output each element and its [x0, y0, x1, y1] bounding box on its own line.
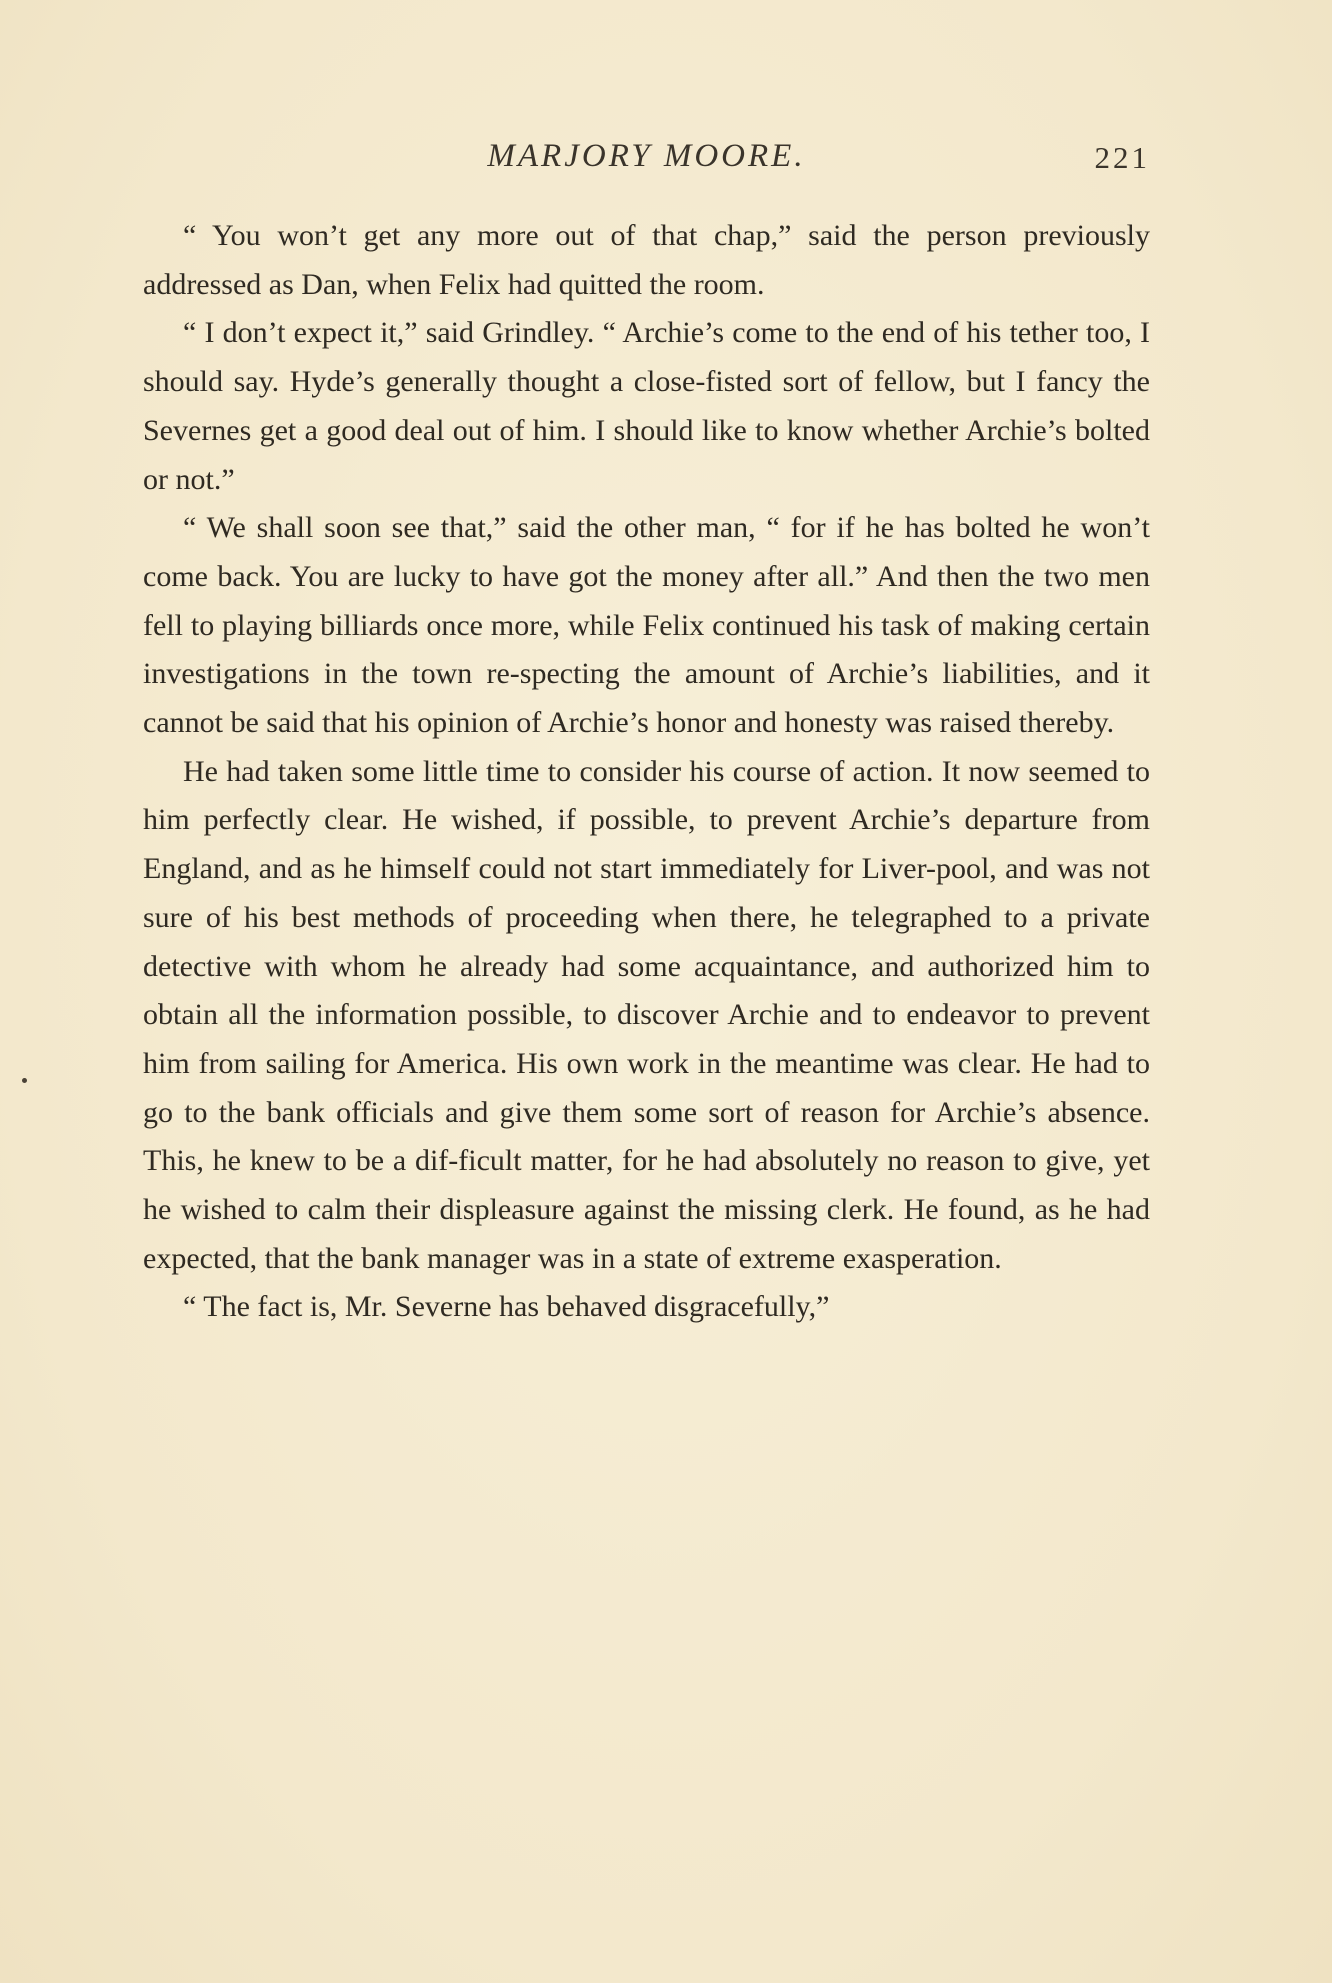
- body-text: [143, 212, 1150, 1332]
- paragraph: “ We shall soon see that,” said the other man, “ for if he has bolted he won’t come back. You are lucky to have got the money after all.” And then the two men fell to playing billiards once more, while Felix continued his task of making certain investigations in the town re-specting the amount of Archie’s liabilities, and it cannot be said that his opinion of Archie’s honor and honesty was raised thereby.: [143, 511, 1150, 740]
- paragraph: “ The fact is, Mr. Severne has behaved disgracefully,”: [183, 1290, 830, 1324]
- page-number: 221: [1094, 140, 1150, 175]
- running-head-title: MARJORY MOORE.: [487, 138, 806, 174]
- running-head: [143, 138, 1150, 188]
- paragraph: “ You won’t get any more out of that chap,” said the person previously addressed as Dan, when Felix had quitted the room.: [143, 219, 1150, 301]
- paragraph: He had taken some little time to consider his course of action. It now seemed to him perfectly clear. He wished, if possible, to prevent Archie’s departure from England, and as he himself could not start immediately for Liver-pool, and was not sure of his best methods of proceeding when there, he telegraphed to a private detective with whom he already had some acquaintance, and authorized him to obtain all the information possible, to discover Archie and to endeavor to prevent him from sailing for America. His own work in the meantime was clear. He had to go to the bank officials and give them some sort of reason for Archie’s absence. This, he knew to be a dif-ficult matter, for he had absolutely no reason to give, yet he wished to calm their displeasure against the missing clerk. He found, as he had expected, that the bank manager was in a state of extreme exasperation.: [143, 754, 1150, 1275]
- paragraph: “ I don’t expect it,” said Grindley. “ Archie’s come to the end of his tether too, I should say. Hyde’s generally thought a close-fisted sort of fellow, but I fancy the Severnes get a good deal out of him. I should like to know whether Archie’s bolted or not.”: [143, 316, 1150, 496]
- ink-speck: [22, 1078, 27, 1083]
